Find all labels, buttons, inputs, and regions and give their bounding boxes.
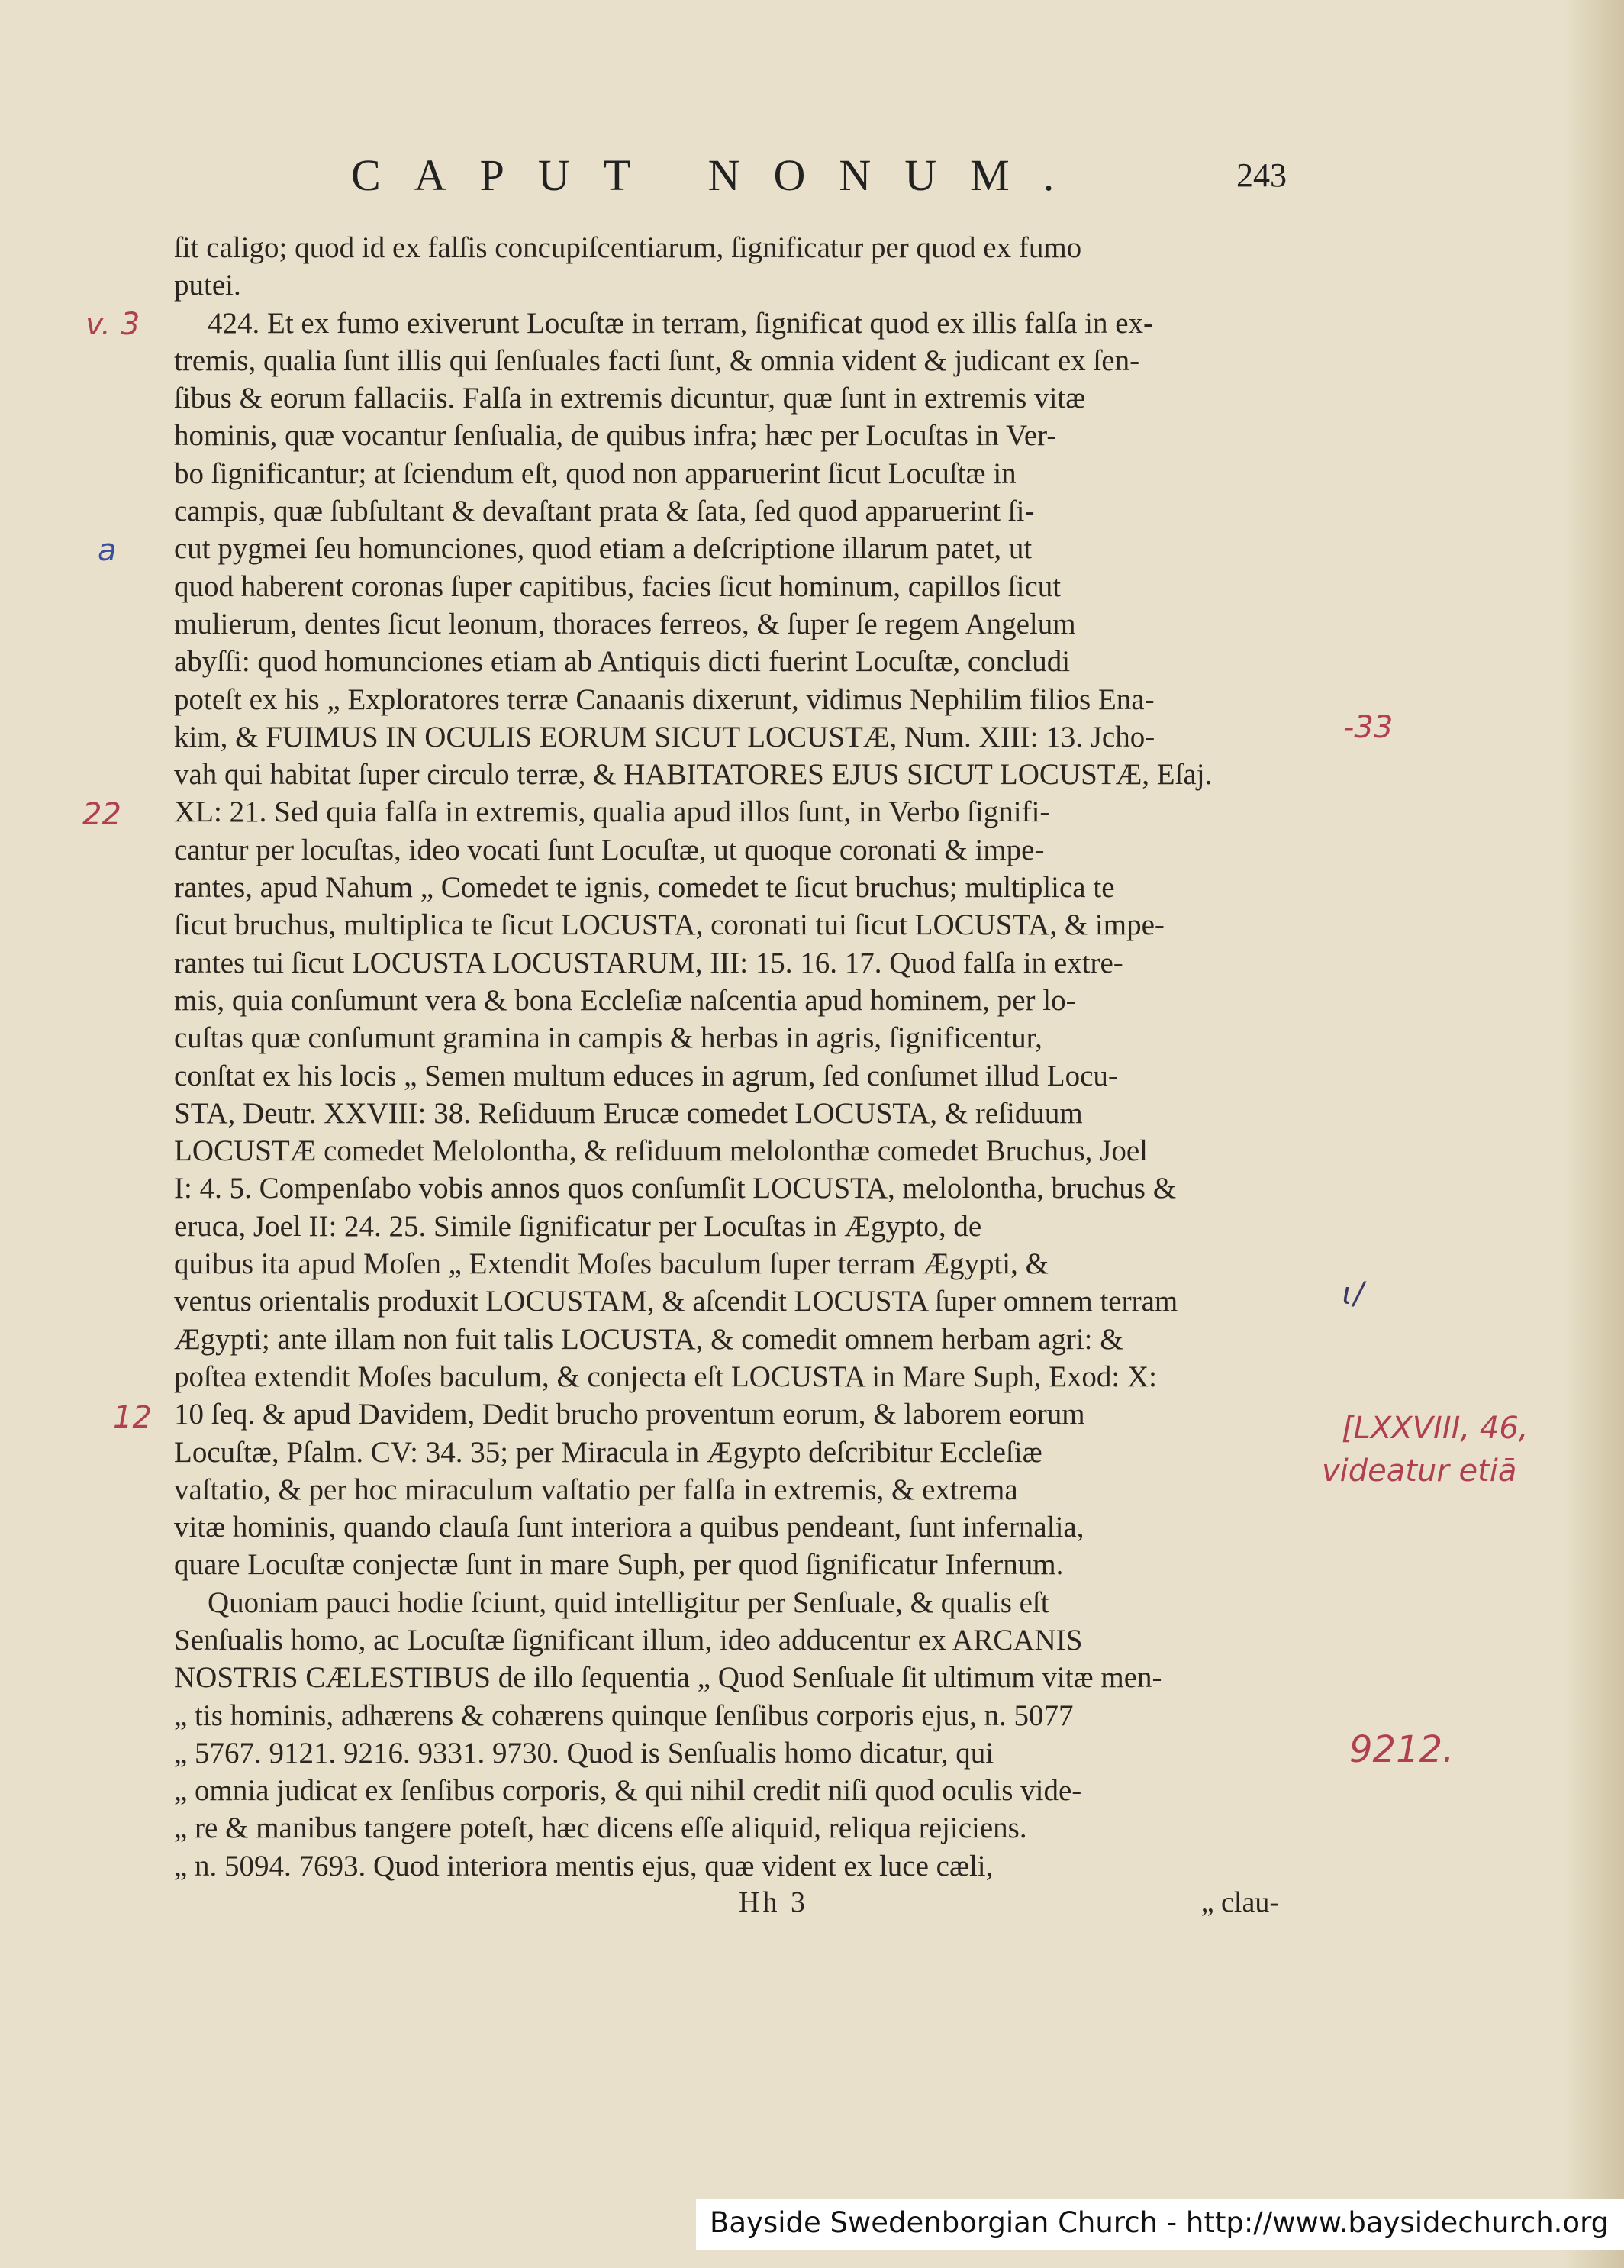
text-line: ſicut bruchus, multiplica te ſicut LOCUSTA, coronati tui ſicut LOCUSTA, & impe- (174, 908, 1165, 942)
text-line: „ 5767. 9121. 9216. 9331. 9730. Quod is Senſualis homo dicatur, qui (174, 1736, 994, 1770)
text-line: „ tis hominis, adhærens & cohærens quinque ſenſibus corporis ejus, n. 5077 (174, 1699, 1074, 1732)
text-line: „ n. 5094. 7693. Quod interiora mentis ejus, quæ vident ex luce cæli, (174, 1849, 994, 1882)
text-line: ventus orientalis produxit LOCUSTAM, & aſcendit LOCUSTA ſuper omnem terram (174, 1285, 1178, 1318)
text-line: NOSTRIS CÆLESTIBUS de illo ſequentia „ Quod Senſuale ſit ultimum vitæ men- (174, 1661, 1162, 1695)
text-line: cut pygmei ſeu homunciones, quod etiam a deſcriptione illarum patet, ut (174, 532, 1033, 566)
text-line: ſit caligo; quod id ex falſis concupiſcentiarum, ſignificatur per quod ex fumo (174, 231, 1082, 264)
text-line: conſtat ex his locis „ Semen multum educes in agrum, ſed conſumet illud Locu- (174, 1059, 1118, 1092)
text-line: quibus ita apud Moſen „ Extendit Moſes baculum ſuper terram Ægypti, & (174, 1247, 1049, 1281)
text-line: ſibus & eorum fallaciis. Falſa in extremis dicuntur, quæ ſunt in extremis vitæ (174, 382, 1086, 415)
margin-note: a (98, 533, 117, 568)
margin-note: 12 (113, 1400, 152, 1435)
text-line: putei. (174, 269, 241, 302)
text-line: Ægypti; ante illam non fuit talis LOCUSTA, & comedit omnem herbam agri: & (174, 1322, 1123, 1356)
catchword: „ clau- (1200, 1886, 1279, 1918)
text-line: poſtea extendit Moſes baculum, & conjecta eſt LOCUSTA in Mare Suph, Exod: X: (174, 1360, 1157, 1393)
margin-note: -33 (1343, 710, 1394, 745)
text-line: poteſt ex his „ Exploratores terræ Canaanis dixerunt, vidimus Nephilim filios Ena- (174, 682, 1155, 716)
text-line: mulierum, dentes ſicut leonum, thoraces ferreos, & ſuper ſe regem Angelum (174, 607, 1076, 640)
text-line: „ re & manibus tangere poteſt, hæc dicens eſſe aliquid, reliqua rejiciens. (174, 1811, 1027, 1845)
margin-note: 9212. (1349, 1728, 1455, 1771)
page-number: 243 (1236, 156, 1287, 194)
text-line: rantes, apud Nahum „ Comedet te ignis, comedet te ſicut bruchus; multiplica te (174, 871, 1115, 905)
text-line: STA, Deutr. XXVIII: 38. Reſiduum Erucæ comedet LOCUSTA, & reſiduum (174, 1096, 1083, 1130)
margin-note: videatur etiā (1322, 1453, 1517, 1489)
text-line: bo ſignificantur; at ſciendum eſt, quod non apparuerint ſicut Locuſtæ in (174, 457, 1017, 490)
text-line: I: 4. 5. Compenſabo vobis annos quos conſumſit LOCUSTA, melolontha, bruchus & (174, 1172, 1177, 1205)
text-line: vaſtatio, & per hoc miraculum vaſtatio per falſa in extremis, & extrema (174, 1473, 1018, 1506)
page-gutter (1563, 0, 1624, 2268)
text-line: vah qui habitat ſuper circulo terræ, & HABITATORES EJUS SICUT LOCUSTÆ, Eſaj. (174, 758, 1213, 792)
text-line: mis, quia conſumunt vera & bona Eccleſiæ naſcentia apud hominem, per lo- (174, 983, 1076, 1017)
page-footer (174, 1886, 1310, 1924)
margin-note: ɩ/ (1342, 1276, 1364, 1311)
text-line: 10 ſeq. & apud Davidem, Dedit brucho proventum eorum, & laborem eorum (174, 1398, 1085, 1431)
text-line: Quoniam pauci hodie ſciunt, quid intelligitur per Senſuale, & qualis eſt (208, 1586, 1049, 1619)
text-line: XL: 21. Sed quia falſa in extremis, qualia apud illos ſunt, in Verbo ſignifi- (174, 795, 1050, 829)
text-line: tremis, qualia ſunt illis qui ſenſuales facti ſunt, & omnia vident & judicant ex ſen- (174, 344, 1140, 377)
text-line: rantes tui ſicut LOCUSTA LOCUSTARUM, III: 15. 16. 17. Quod falſa in extre- (174, 946, 1123, 979)
text-line: vitæ hominis, quando clauſa ſunt interiora a quibus pendeant, ſunt infernalia, (174, 1511, 1084, 1544)
text-line: 424. Et ex fumo exiverunt Locuſtæ in terram, ſignificat quod ex illis falſa in ex- (208, 306, 1154, 340)
margin-note: v. 3 (85, 307, 140, 342)
margin-note: [LXXVIII, 46, (1342, 1411, 1529, 1446)
text-line: cuſtas quæ conſumunt gramina in campis & herbas in agris, ſignificentur, (174, 1021, 1042, 1055)
text-line: quare Locuſtæ conjectæ ſunt in mare Suph, per quod ſignificatur Infernum. (174, 1548, 1064, 1582)
text-line: eruca, Joel II: 24. 25. Simile ſignificatur per Locuſtas in Ægypto, de (174, 1209, 982, 1243)
credit-banner (696, 2199, 1624, 2250)
text-line: abyſſi: quod homunciones etiam ab Antiquis dicti fuerint Locuſtæ, concludi (174, 645, 1071, 679)
page-header (328, 150, 1336, 203)
body-text (174, 229, 1310, 1885)
text-line: campis, quæ ſubſultant & devaſtant prata & ſata, ſed quod apparuerint ſi- (174, 495, 1035, 528)
text-line: Senſualis homo, ac Locuſtæ ſignificant illum, ideo adducentur ex ARCANIS (174, 1623, 1083, 1657)
text-line: kim, & FUIMUS IN OCULIS EORUM SICUT LOCUSTÆ, Num. XIII: 13. Jcho- (174, 720, 1155, 753)
text-line: hominis, quæ vocantur ſenſualia, de quibus infra; hæc per Locuſtas in Ver- (174, 419, 1057, 453)
credit-text: Bayside Swedenborgian Church - http://www.baysidechurch.org (710, 2206, 1610, 2239)
margin-note: 22 (82, 797, 121, 832)
text-line: quod haberent coronas ſuper capitibus, facies ſicut hominum, capillos ſicut (174, 569, 1062, 603)
signature-mark: Hh 3 (739, 1886, 808, 1918)
text-line: cantur per locuſtas, ideo vocati ſunt Locuſtæ, ut quoque coronati & impe- (174, 833, 1045, 866)
text-line: „ omnia judicat ex ſenſibus corporis, & qui nihil credit niſi quod oculis vide- (174, 1774, 1082, 1808)
text-line: Locuſtæ, Pſalm. CV: 34. 35; per Miracula in Ægypto deſcribitur Eccleſiæ (174, 1435, 1042, 1469)
running-title: CAPUT NONUM. (351, 150, 1088, 200)
text-line: LOCUSTÆ comedet Melolontha, & reſiduum melolonthæ comedet Bruchus, Joel (174, 1134, 1148, 1168)
